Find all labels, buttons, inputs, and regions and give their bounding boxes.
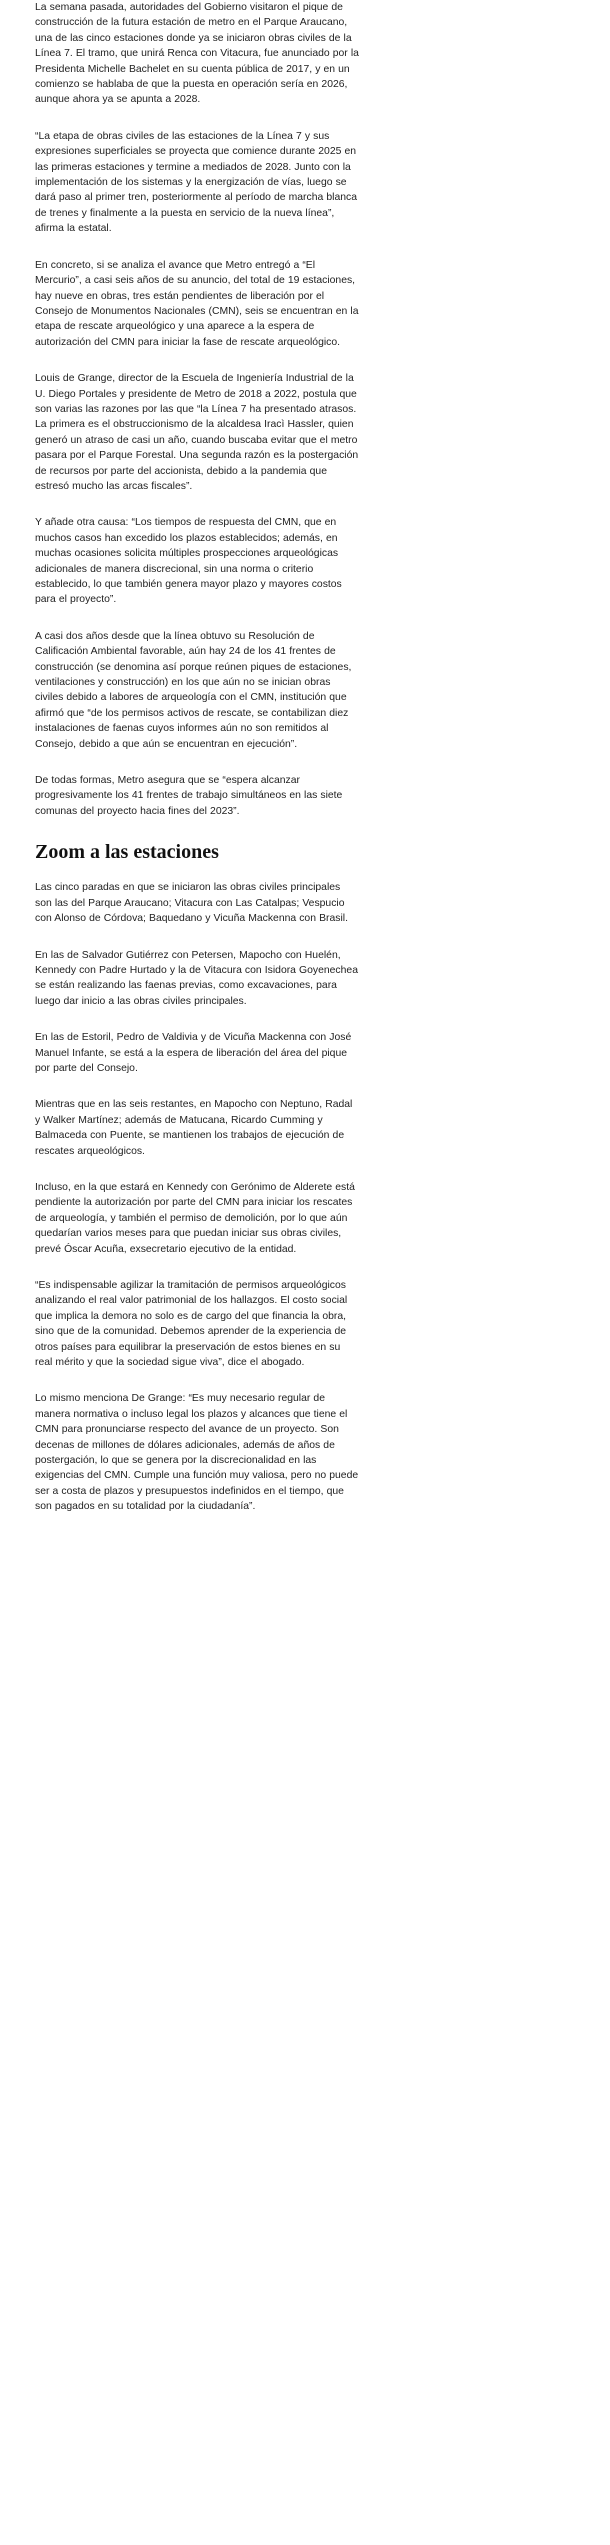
article-paragraph: Mientras que en las seis restantes, en Mapocho con Neptuno, Radal y Walker Martínez; además de Matucana, Ricardo Cumming y Balmaceda con Puente, se mantienen los trabajos de ejecución de rescates arqueológicos. [35,1099,353,1157]
article-paragraph: “Es indispensable agilizar la tramitación de permisos arqueológicos analizando el real valor patrimonial de los hallazgos. El costo social que implica la demora no solo es de cargo del que financia la obra, sino que de la comunidad. Debemos aprender de la experiencia de otros países para equilibrar la preservación de estos bienes en su real mérito y que la sociedad sigue viva”, dice el abogado. [35,1280,348,1369]
article-paragraph: Incluso, en la que estará en Kennedy con Gerónimo de Alderete está pendiente la autorización por parte del CMN para iniciar los rescates de arqueología, y también el permiso de demolición, por lo que aún quedarían varios meses para que puedan iniciar sus obras civiles, prevé Óscar Acuña, exsecretario ejecutivo de la entidad. [35,1181,355,1255]
article-paragraph: En las de Salvador Gutiérrez con Petersen, Mapocho con Huelén, Kennedy con Padre Hurtado y la de Vitacura con Isidora Goyenechea se están realizando las faenas previas, como excavaciones, para luego dar inicio a las obras civiles principales. [35,949,358,1007]
article-paragraph: De todas formas, Metro asegura que se “espera alcanzar progresivamente los 41 frentes de trabajo simultáneos en las siete comunas del proyecto hacia fines del 2023”. [35,775,343,817]
article-paragraph: Lo mismo menciona De Grange: “Es muy necesario regular de manera normativa o incluso legal los plazos y alcances que tiene el CMN para pronunciarse respecto del avance de un proyecto. Son decenas de millones de dólares adicionales, además de años de postergación, lo que se genera por la discrecionalidad en las exigencias del CMN. Cumple una función muy valiosa, pero no puede ser a costa de plazos y presupuestos indefinidos en el tiempo, que son pagados en su totalidad por la ciudadanía”. [35,1393,359,1513]
article-body [0,0,372,1515]
article-paragraph: A casi dos años desde que la línea obtuvo su Resolución de Calificación Ambiental favorable, aún hay 24 de los 41 frentes de construcción (se denomina así porque reúnen piques de estaciones, ventilaciones y construcción) en los que aún no se inician obras civiles debido a labores de arqueología con el CMN, institución que afirmó que “de los permisos activos de rescate, se contabilizan diez instalaciones de faenas cuyos informes aún no son remitidos al Consejo, debido a que aún se encuentran en ejecución”. [35,630,352,750]
article-paragraph: En concreto, si se analiza el avance que Metro entregó a “El Mercurio”, a casi seis años de su anuncio, del total de 19 estaciones, hay nueve en obras, tres están pendientes de liberación por el Consejo de Monumentos Nacionales (CMN), seis se encuentran en la etapa de rescate arqueológico y una aparece a la espera de autorización del CMN para iniciar la fase de rescate arqueológico. [35,259,359,348]
section-heading: Zoom a las estaciones [35,841,219,864]
article-paragraph: Louis de Grange, director de la Escuela de Ingeniería Industrial de la U. Diego Portales y presidente de Metro de 2018 a 2022, postula que son varias las razones por las que “la Línea 7 ha presentado atrasos. La primera es el obstruccionismo de la alcaldesa Iracì Hassler, quien generó un atraso de casi un año, cuando buscaba evitar que el metro pasara por el Parque Forestal. Una segunda razón es la postergación de recursos por parte del accionista, debido a la pandemia que estresó mucho las arcas fiscales”. [35,373,359,492]
article-paragraph: “La etapa de obras civiles de las estaciones de la Línea 7 y sus expresiones superficiales se proyecta que comience durante 2025 en las primeras estaciones y termine a mediados de 2028. Junto con la implementación de los sistemas y la energización de vías, luego se dará paso al primer tren, posteriormente al período de marcha blanca de trenes y finalmente a la puesta en servicio de la nueva línea”, afirma la estatal. [35,130,357,235]
article-paragraph: En las de Estoril, Pedro de Valdivia y de Vicuña Mackenna con José Manuel Infante, se está a la espera de liberación del área del pique por parte del Consejo. [35,1032,352,1074]
article-paragraph: Las cinco paradas en que se iniciaron las obras civiles principales son las del Parque Araucano; Vitacura con Las Catalpas; Vespucio con Alonso de Córdova; Baquedano y Vicuña Mackenna con Brasil. [35,882,348,925]
article-paragraph: La semana pasada, autoridades del Gobierno visitaron el pique de construcción de la futura estación de metro en el Parque Araucano, una de las cinco estaciones donde ya se iniciaron obras civiles de la Línea 7. El tramo, que unirá Renca con Vitacura, fue anunciado por la Presidenta Michelle Bachelet en su cuenta pública de 2017, y en un comienzo se hablaba de que la puesta en operación sería en 2026, aunque ahora ya se apunta a 2028. [35,2,359,106]
article-paragraph: Y añade otra causa: “Los tiempos de respuesta del CMN, que en muchos casos han excedido los plazos establecidos; además, en muchas ocasiones solicita múltiples prospecciones arqueológicas adicionales de manera discrecional, sin una norma o criterio establecido, lo que también genera mayor plazo y mayores costos para el proyecto”. [35,517,342,606]
